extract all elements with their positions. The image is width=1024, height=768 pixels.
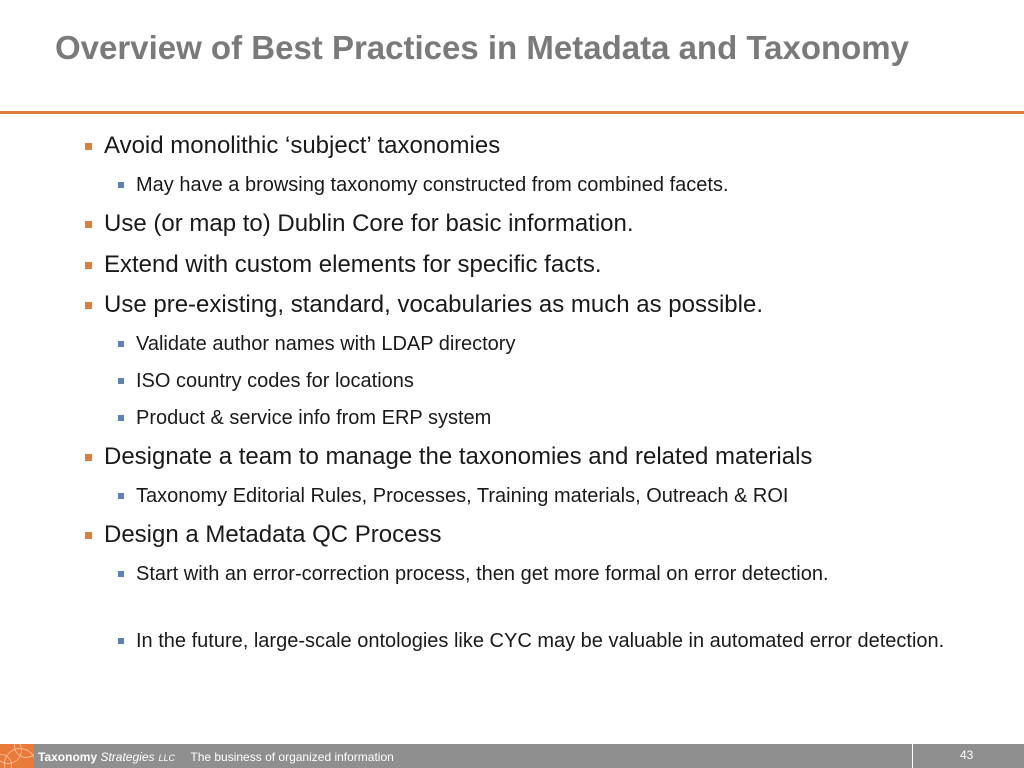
orange-swirl-logo-icon	[0, 744, 34, 768]
bullet-level2: Taxonomy Editorial Rules, Processes, Training materials, Outreach & ROI	[136, 481, 966, 511]
bullet-level1: Design a Metadata QC Process	[104, 520, 984, 550]
bullet-level2: Validate author names with LDAP directory	[136, 329, 966, 359]
page-number: 43	[960, 748, 974, 762]
footer-divider	[912, 744, 913, 768]
footer-brand	[38, 750, 394, 764]
bullet-level1: Designate a team to manage the taxonomies and related materials	[104, 442, 984, 472]
slide-title: Overview of Best Practices in Metadata and Taxonomy	[55, 29, 910, 66]
bullet-level2: May have a browsing taxonomy constructed from combined facets.	[136, 170, 966, 200]
bullet-level2: Start with an error-correction process, then get more formal on error detection.	[136, 559, 966, 589]
bullet-level2: ISO country codes for locations	[136, 366, 966, 396]
bullet-level1: Use (or map to) Dublin Core for basic information.	[104, 209, 984, 239]
bullet-level1: Use pre-existing, standard, vocabularies as much as possible.	[104, 290, 984, 320]
bullet-level2: Product & service info from ERP system	[136, 403, 966, 433]
bullet-level1: Avoid monolithic ‘subject’ taxonomies	[104, 131, 984, 161]
footer-tagline: The business of organized information	[190, 750, 394, 764]
brand-name: Taxonomy	[38, 750, 98, 764]
bullet-level2: In the future, large-scale ontologies like CYC may be valuable in automated error detection.	[136, 626, 966, 656]
footer-bar	[0, 744, 1024, 768]
brand-suffix: LLC	[158, 753, 176, 763]
bullet-level1: Extend with custom elements for specific facts.	[104, 250, 984, 280]
brand-name-italic: Strategies	[100, 750, 155, 764]
